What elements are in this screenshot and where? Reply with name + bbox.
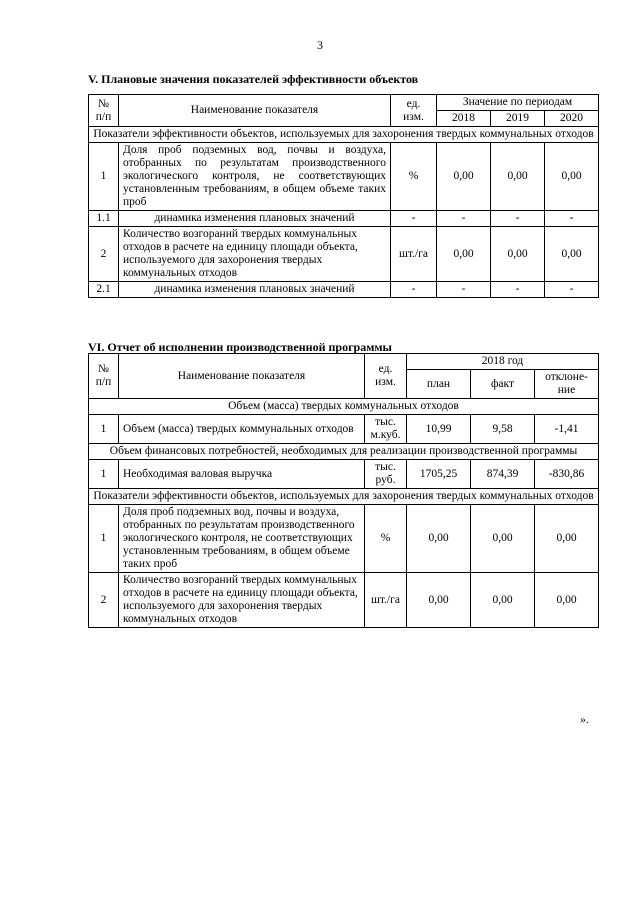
row-fact: 874,39 xyxy=(471,460,535,489)
row-name: динамика изменения плановых значений xyxy=(119,211,391,227)
row-value: - xyxy=(545,282,599,298)
row-unit: тыс. руб. xyxy=(365,460,407,489)
row-value: 0,00 xyxy=(437,143,491,211)
group-label: Показатели эффективности объектов, используемых для захоронения твердых коммунальных отходов xyxy=(89,127,599,143)
header-year: 2018 год xyxy=(407,354,599,370)
row-plan: 0,00 xyxy=(407,505,471,573)
header-num: № п/п xyxy=(89,354,119,399)
group-row xyxy=(89,444,599,460)
header-unit: ед. изм. xyxy=(365,354,407,399)
group-row xyxy=(89,127,599,143)
row-unit: шт./га xyxy=(391,227,437,282)
row-unit: тыс. м.куб. xyxy=(365,415,407,444)
row-value: - xyxy=(491,211,545,227)
row-fact: 0,00 xyxy=(471,505,535,573)
group-label: Показатели эффективности объектов, используемых для захоронения твердых коммунальных отходов xyxy=(89,489,599,505)
group-label: Объем финансовых потребностей, необходимых для реализации производственной программы xyxy=(89,444,599,460)
row-fact: 0,00 xyxy=(471,573,535,628)
row-deviation: 0,00 xyxy=(535,573,599,628)
table-row xyxy=(89,460,599,489)
table-row xyxy=(89,227,599,282)
header-deviation: отклоне-ние xyxy=(535,370,599,399)
group-label: Объем (масса) твердых коммунальных отходов xyxy=(89,399,599,415)
row-name: Необходимая валовая выручка xyxy=(119,460,365,489)
row-name: Объем (масса) твердых коммунальных отходов xyxy=(119,415,365,444)
program-report-table xyxy=(88,353,599,628)
planned-indicators-table xyxy=(88,94,599,298)
row-value: 0,00 xyxy=(437,227,491,282)
header-year: 2020 xyxy=(545,111,599,127)
row-num: 1 xyxy=(89,505,119,573)
header-name: Наименование показателя xyxy=(119,95,391,127)
row-num: 1.1 xyxy=(89,211,119,227)
table-row xyxy=(89,415,599,444)
header-periods: Значение по периодам xyxy=(437,95,599,111)
row-deviation: -830,86 xyxy=(535,460,599,489)
row-value: - xyxy=(491,282,545,298)
row-num: 1 xyxy=(89,143,119,211)
header-name: Наименование показателя xyxy=(119,354,365,399)
row-num: 2 xyxy=(89,573,119,628)
section-v-title: V. Плановые значения показателей эффективности объектов xyxy=(88,72,419,86)
row-value: - xyxy=(437,211,491,227)
header-unit: ед. изм. xyxy=(391,95,437,127)
row-unit: - xyxy=(391,211,437,227)
header-fact: факт xyxy=(471,370,535,399)
row-deviation: -1,41 xyxy=(535,415,599,444)
row-num: 2 xyxy=(89,227,119,282)
table-row xyxy=(89,282,599,298)
row-num: 1 xyxy=(89,415,119,444)
table-row xyxy=(89,505,599,573)
row-value: - xyxy=(545,211,599,227)
table-header-row xyxy=(89,354,599,370)
row-num: 2.1 xyxy=(89,282,119,298)
row-deviation: 0,00 xyxy=(535,505,599,573)
row-plan: 1705,25 xyxy=(407,460,471,489)
table-header-row xyxy=(89,95,599,111)
row-unit: - xyxy=(391,282,437,298)
section-vi-title: VI. Отчет об исполнении производственной программы xyxy=(88,340,392,354)
row-unit: % xyxy=(391,143,437,211)
row-name: Доля проб подземных вод, почвы и воздуха, отобранных по результатам производственного экологического контроля, не соответствующих установленным требованиям, в общем объеме таких проб xyxy=(119,505,365,573)
row-value: 0,00 xyxy=(491,227,545,282)
row-unit: шт./га xyxy=(365,573,407,628)
table-row xyxy=(89,573,599,628)
row-name: Доля проб подземных вод, почвы и воздуха, отобранных по результатам производственного экологического контроля, не соответствующих установленным требованиям, в общем объеме таких проб xyxy=(119,143,391,211)
row-value: 0,00 xyxy=(545,227,599,282)
row-plan: 10,99 xyxy=(407,415,471,444)
header-year: 2019 xyxy=(491,111,545,127)
header-plan: план xyxy=(407,370,471,399)
row-unit: % xyxy=(365,505,407,573)
row-name: Количество возгораний твердых коммунальных отходов в расчете на единицу площади объекта, используемого для захоронения твердых коммунальных отходов xyxy=(119,227,391,282)
group-row xyxy=(89,399,599,415)
row-value: 0,00 xyxy=(491,143,545,211)
row-value: - xyxy=(437,282,491,298)
header-year: 2018 xyxy=(437,111,491,127)
row-plan: 0,00 xyxy=(407,573,471,628)
group-row xyxy=(89,489,599,505)
row-value: 0,00 xyxy=(545,143,599,211)
row-fact: 9,58 xyxy=(471,415,535,444)
row-num: 1 xyxy=(89,460,119,489)
row-name: Количество возгораний твердых коммунальных отходов в расчете на единицу площади объекта, используемого для захоронения твердых коммунальных отходов xyxy=(119,573,365,628)
closing-mark: ». xyxy=(580,712,589,726)
table-row xyxy=(89,143,599,211)
table-row xyxy=(89,211,599,227)
page-number: 3 xyxy=(317,38,323,52)
row-name: динамика изменения плановых значений xyxy=(119,282,391,298)
header-num: № п/п xyxy=(89,95,119,127)
